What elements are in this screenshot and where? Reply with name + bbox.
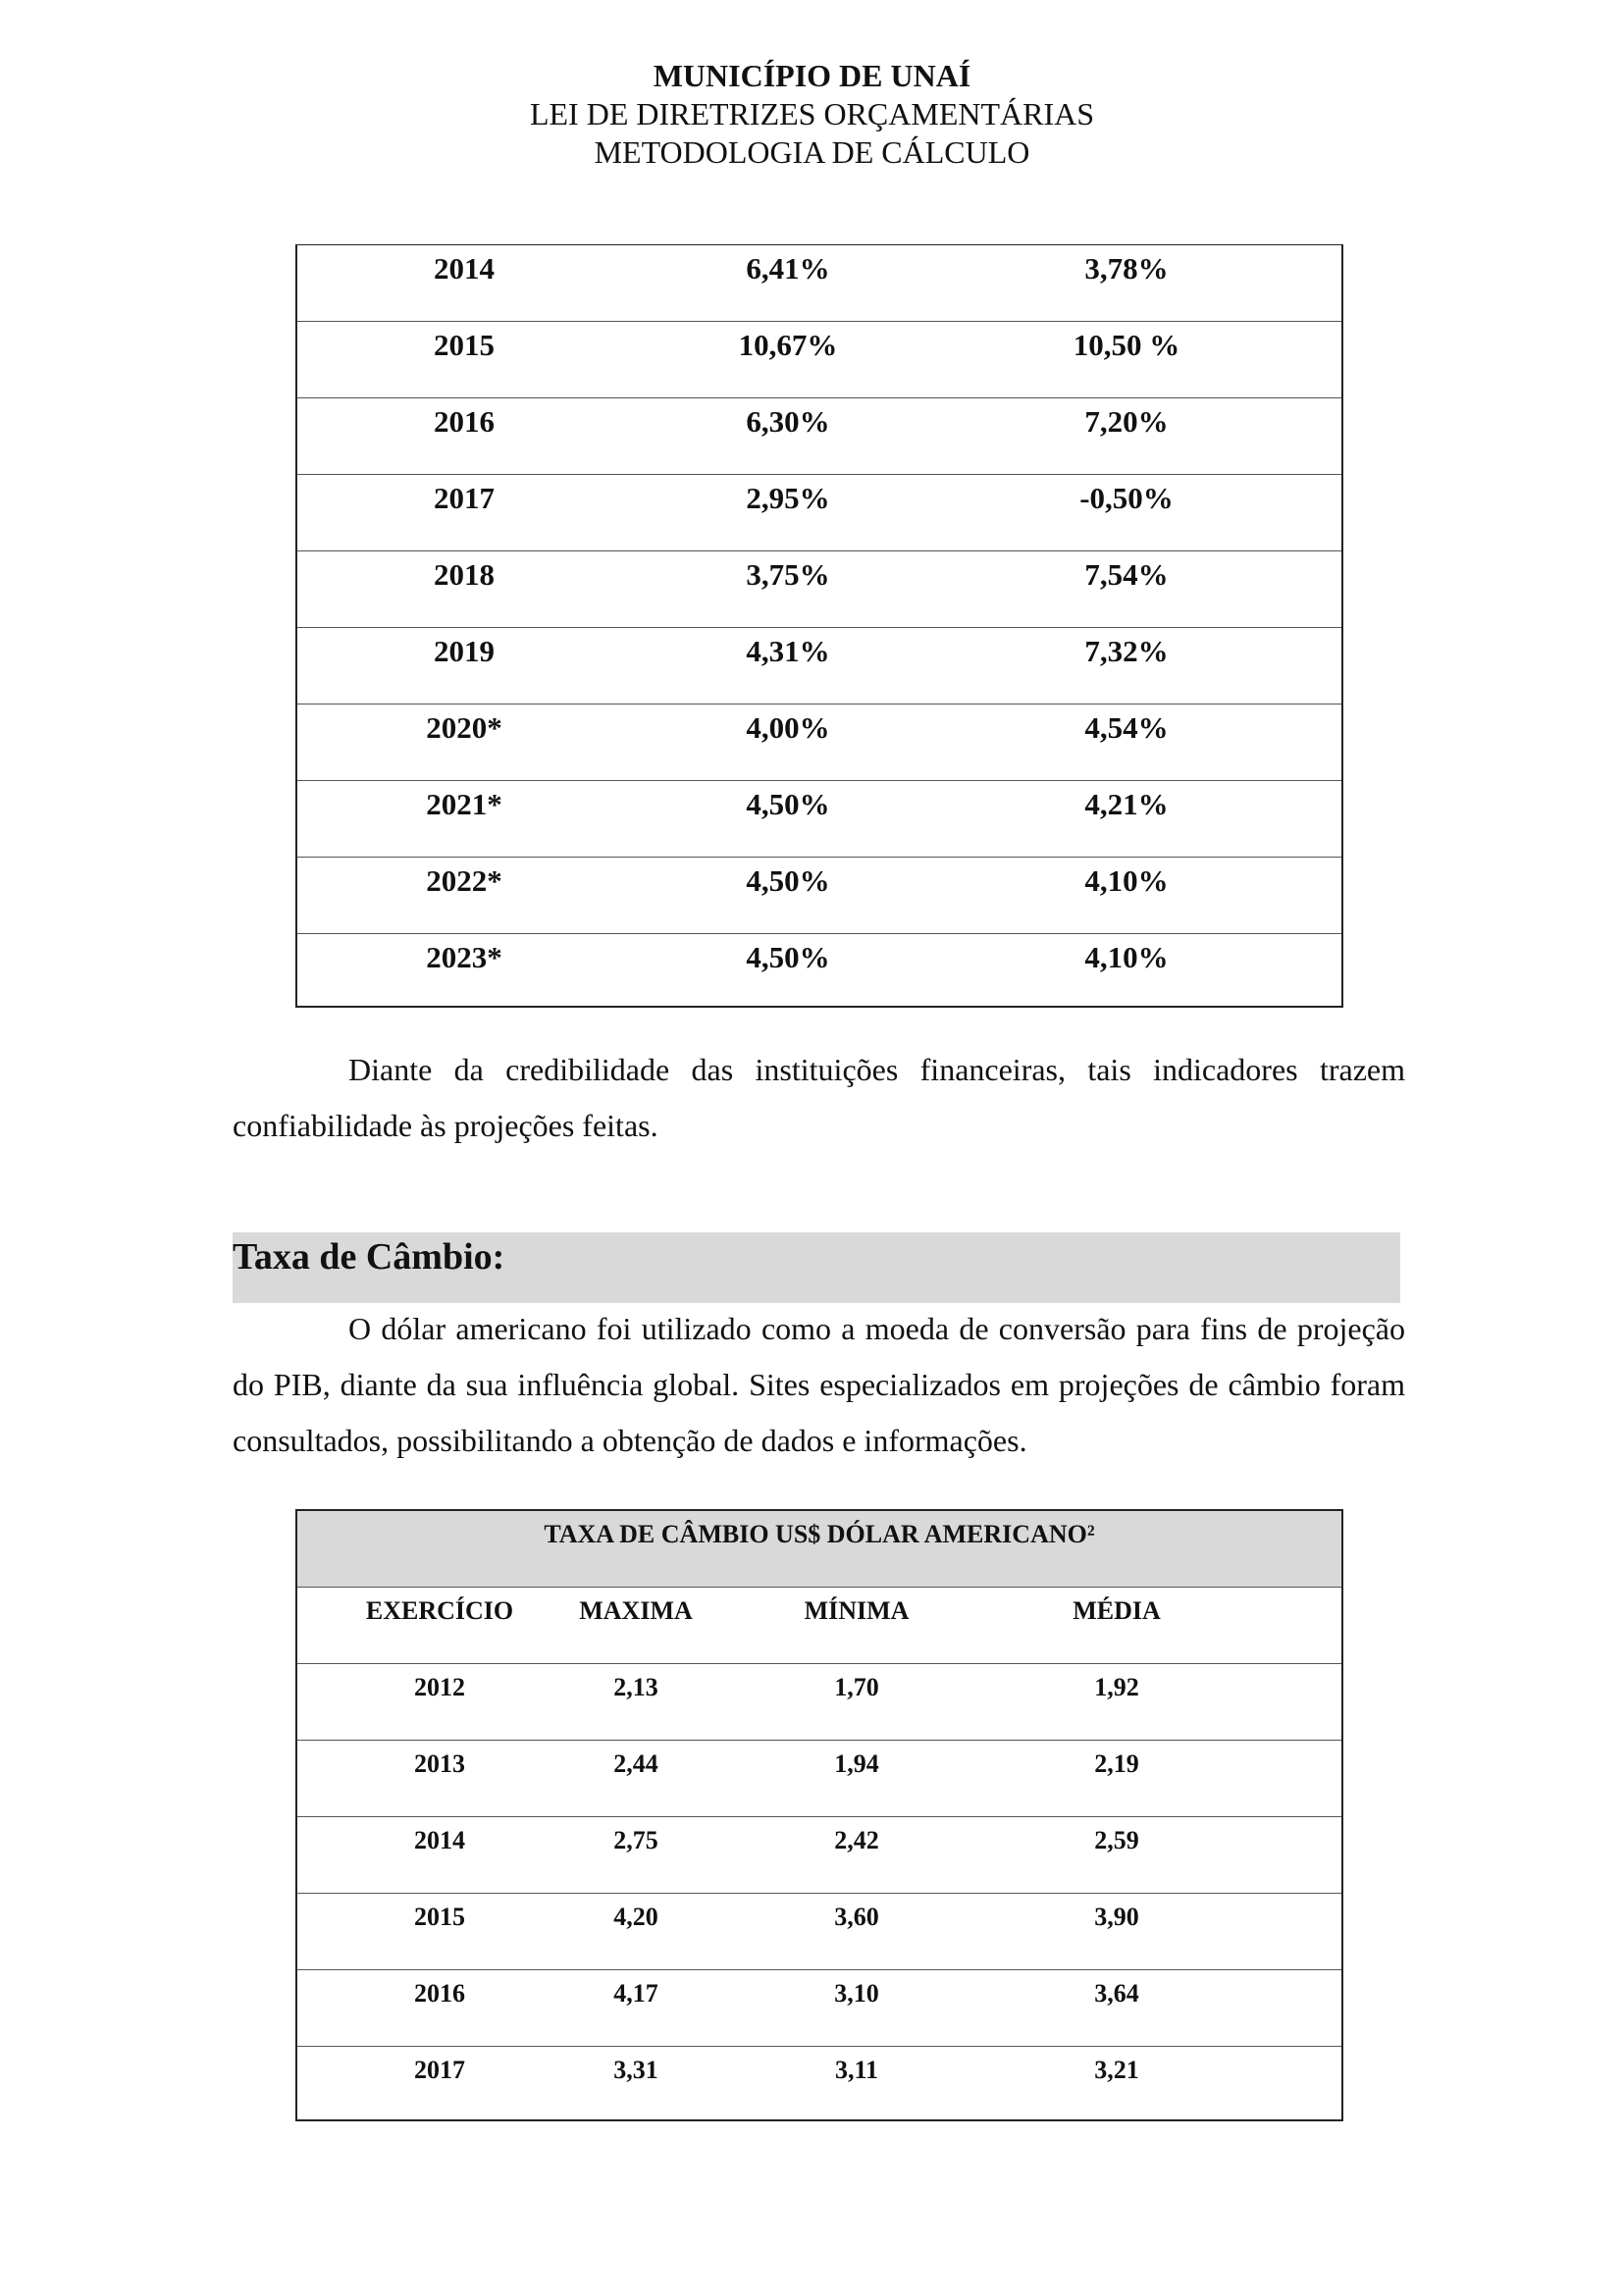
year-cell: 2016 <box>414 1979 465 2008</box>
table-row <box>297 1664 1341 1741</box>
table-row <box>297 1817 1341 1894</box>
year-cell: 2012 <box>414 1673 465 1701</box>
year-cell: 2018 <box>434 557 495 592</box>
avg-cell: 1,92 <box>1094 1673 1139 1701</box>
value-b-cell: 7,20% <box>1084 404 1169 439</box>
value-b-cell: -0,50% <box>1079 481 1174 515</box>
year-cell: 2023* <box>426 940 502 974</box>
value-a-cell: 4,00% <box>746 710 830 745</box>
credibility-paragraph: Diante da credibilidade das instituições financeiras, tais indicadores trazem confiabilidade às projeções feitas. <box>233 1052 1405 1143</box>
table-row <box>297 704 1341 781</box>
min-cell: 2,42 <box>834 1826 879 1854</box>
year-cell: 2017 <box>434 481 495 515</box>
table-row <box>297 475 1341 551</box>
value-a-cell: 6,30% <box>746 404 830 439</box>
value-a-cell: 4,50% <box>746 787 830 821</box>
section-title: Taxa de Câmbio: <box>233 1236 505 1278</box>
table-row <box>297 1970 1341 2047</box>
avg-cell: 2,19 <box>1094 1749 1139 1778</box>
year-cell: 2017 <box>414 2056 465 2084</box>
year-cell: 2014 <box>434 251 495 286</box>
header-minima: MÍNIMA <box>804 1596 910 1625</box>
avg-cell: 3,64 <box>1094 1979 1139 2008</box>
indicators-table <box>295 244 1343 1008</box>
min-cell: 3,60 <box>834 1903 879 1931</box>
max-cell: 4,20 <box>613 1903 658 1931</box>
value-a-cell: 4,31% <box>746 634 830 668</box>
value-a-cell: 6,41% <box>746 251 830 286</box>
value-b-cell: 4,21% <box>1084 787 1169 821</box>
value-b-cell: 10,50 % <box>1073 328 1180 362</box>
table-row <box>297 1741 1341 1817</box>
value-a-cell: 10,67% <box>738 328 838 362</box>
header-law-title: LEI DE DIRETRIZES ORÇAMENTÁRIAS <box>529 96 1095 131</box>
header-municipality: MUNICÍPIO DE UNAÍ <box>653 58 971 93</box>
header-exercicio: EXERCÍCIO <box>365 1596 514 1625</box>
table-row <box>297 781 1341 858</box>
table-header-row <box>297 1588 1341 1664</box>
year-cell: 2019 <box>434 634 495 668</box>
year-cell: 2022* <box>426 863 502 898</box>
avg-cell: 3,90 <box>1094 1903 1139 1931</box>
max-cell: 4,17 <box>613 1979 658 2008</box>
table-row <box>297 934 1341 1011</box>
min-cell: 3,11 <box>834 2056 879 2084</box>
year-cell: 2021* <box>426 787 502 821</box>
year-cell: 2013 <box>414 1749 465 1778</box>
exchange-rate-section-heading <box>233 1232 1400 1303</box>
table-row <box>297 322 1341 398</box>
table-row <box>297 551 1341 628</box>
header-maxima: MAXIMA <box>579 1596 693 1625</box>
value-b-cell: 7,32% <box>1084 634 1169 668</box>
max-cell: 2,13 <box>613 1673 658 1701</box>
max-cell: 3,31 <box>613 2056 658 2084</box>
table-row <box>297 858 1341 934</box>
table-row <box>297 1894 1341 1970</box>
value-b-cell: 3,78% <box>1084 251 1169 286</box>
table-row <box>297 245 1341 322</box>
value-a-cell: 4,50% <box>746 863 830 898</box>
page-header <box>0 57 1624 172</box>
value-b-cell: 4,54% <box>1084 710 1169 745</box>
year-cell: 2015 <box>414 1903 465 1931</box>
exchange-rate-paragraph: O dólar americano foi utilizado como a moeda de conversão para fins de projeção do PIB, diante da sua influência global. Sites especializados em projeções de câmbio foram consultados, possibilitando a obtenção de dados e informações. <box>233 1311 1405 1458</box>
value-a-cell: 2,95% <box>746 481 830 515</box>
header-media: MÉDIA <box>1073 1596 1161 1625</box>
year-cell: 2014 <box>414 1826 465 1854</box>
year-cell: 2016 <box>434 404 495 439</box>
avg-cell: 2,59 <box>1094 1826 1139 1854</box>
table-row <box>297 398 1341 475</box>
exchange-rate-table <box>295 1509 1343 2121</box>
value-a-cell: 4,50% <box>746 940 830 974</box>
value-b-cell: 4,10% <box>1084 940 1169 974</box>
value-a-cell: 3,75% <box>746 557 830 592</box>
min-cell: 1,70 <box>834 1673 879 1701</box>
table-title: TAXA DE CÂMBIO US$ DÓLAR AMERICANO² <box>297 1511 1341 1588</box>
min-cell: 3,10 <box>834 1979 879 2008</box>
avg-cell: 3,21 <box>1094 2056 1139 2084</box>
value-b-cell: 4,10% <box>1084 863 1169 898</box>
value-b-cell: 7,54% <box>1084 557 1169 592</box>
max-cell: 2,44 <box>613 1749 658 1778</box>
table-row <box>297 628 1341 704</box>
year-cell: 2015 <box>434 328 495 362</box>
max-cell: 2,75 <box>613 1826 658 1854</box>
year-cell: 2020* <box>426 710 502 745</box>
min-cell: 1,94 <box>834 1749 879 1778</box>
table-row <box>297 2047 1341 2123</box>
header-methodology: METODOLOGIA DE CÁLCULO <box>594 134 1030 170</box>
